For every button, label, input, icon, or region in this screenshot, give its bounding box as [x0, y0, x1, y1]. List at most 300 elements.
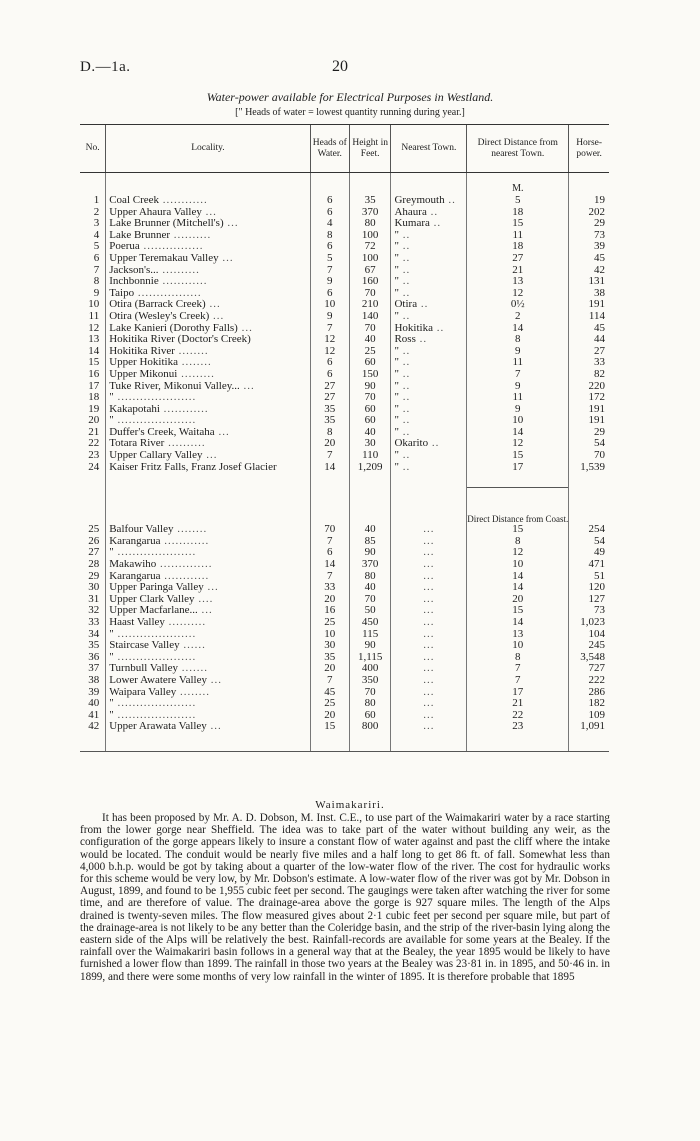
row-height: 80	[349, 698, 391, 710]
locality-text: "	[109, 698, 114, 710]
row-number: 18	[88, 392, 100, 404]
row-locality: Staircase Valley ......	[106, 640, 310, 652]
row-heads: 6	[310, 288, 349, 300]
row-distance: 14	[467, 427, 569, 439]
row-town: ...	[391, 524, 467, 536]
row-distance: 11	[467, 392, 569, 404]
row-heads: 27	[310, 392, 349, 404]
row-number: 7	[93, 264, 100, 276]
town-text: "	[394, 357, 399, 369]
row-locality: Taipo .................	[106, 288, 310, 300]
row-heads: 6	[310, 547, 349, 559]
town-text: "	[394, 264, 399, 276]
row-height: 25	[349, 346, 391, 358]
town-text: Ross	[394, 334, 416, 346]
table-row	[80, 547, 609, 559]
row-heads: 6	[310, 357, 349, 369]
table-row	[80, 536, 609, 548]
row-locality: " .....................	[106, 392, 310, 404]
row-locality: Makawiho ..............	[106, 559, 310, 571]
end-row	[80, 733, 609, 752]
row-number: 11	[88, 310, 100, 322]
row-heads: 7	[310, 571, 349, 583]
row-height: 60	[349, 710, 391, 722]
locality-text: Upper Ahaura Valley	[109, 206, 202, 218]
row-heads: 33	[310, 582, 349, 594]
row-heads: 7	[310, 450, 349, 462]
row-horse-power: 220	[569, 381, 609, 393]
row-height: 100	[349, 230, 391, 242]
row-distance: 14	[467, 571, 569, 583]
row-number: 30	[88, 582, 100, 594]
table-row	[80, 438, 609, 450]
row-height: 100	[349, 253, 391, 265]
row-distance: 0½	[467, 299, 569, 311]
row-number: 4	[93, 229, 100, 241]
row-height: 30	[349, 438, 391, 450]
row-distance: 18	[467, 241, 569, 253]
row-horse-power: 202	[569, 207, 609, 219]
locality-text: Inchbonnie	[109, 276, 159, 288]
row-heads: 25	[310, 617, 349, 629]
row-number: 28	[88, 559, 100, 571]
row-heads: 7	[310, 323, 349, 335]
row-horse-power: 3,548	[569, 652, 609, 664]
row-height: 90	[349, 640, 391, 652]
town-text: Okarito	[394, 438, 429, 450]
table-row	[80, 698, 609, 710]
table-row	[80, 652, 609, 664]
row-locality: Turnbull Valley .......	[106, 663, 310, 675]
row-locality: Otira (Wesley's Creek) ...	[106, 311, 310, 323]
table-row	[80, 334, 609, 346]
locality-text: Kaiser Fritz Falls, Franz Josef Glacier	[109, 461, 277, 473]
locality-text: Turnbull Valley	[109, 663, 178, 675]
row-horse-power: 70	[569, 450, 609, 462]
row-horse-power: 1,023	[569, 617, 609, 629]
row-locality: " .....................	[106, 415, 310, 427]
row-distance: 9	[467, 346, 569, 358]
table-row	[80, 207, 609, 219]
row-heads: 30	[310, 640, 349, 652]
row-town: Okarito ..	[391, 438, 467, 450]
row-locality: " .....................	[106, 710, 310, 722]
row-locality: Lake Brunner ..........	[106, 230, 310, 242]
row-heads: 7	[310, 536, 349, 548]
row-heads: 12	[310, 346, 349, 358]
row-town: Ross ..	[391, 334, 467, 346]
row-town: ...	[391, 594, 467, 606]
row-heads: 20	[310, 710, 349, 722]
row-horse-power: 44	[569, 334, 609, 346]
row-number: 5	[93, 241, 100, 253]
table-row	[80, 230, 609, 242]
row-distance: 21	[467, 265, 569, 277]
row-height: 60	[349, 357, 391, 369]
row-number: 13	[88, 334, 100, 346]
row-locality: Upper Teremakau Valley ...	[106, 253, 310, 265]
table-row	[80, 617, 609, 629]
row-locality: Upper Mikonui .........	[106, 369, 310, 381]
row-heads: 9	[310, 276, 349, 288]
row-town: " ..	[391, 462, 467, 474]
row-horse-power: 19	[569, 195, 609, 207]
row-height: 72	[349, 241, 391, 253]
row-town: ...	[391, 652, 467, 664]
row-height: 370	[349, 207, 391, 219]
row-horse-power: 182	[569, 698, 609, 710]
town-text: "	[394, 229, 399, 241]
row-distance: 15	[467, 524, 569, 536]
row-distance: 22	[467, 710, 569, 722]
col-header-no: No.	[80, 125, 106, 173]
locality-text: "	[109, 415, 114, 427]
table-row	[80, 710, 609, 722]
table-header-row	[80, 125, 609, 173]
row-number: 17	[88, 380, 100, 392]
locality-text: Tuke River, Mikonui Valley...	[109, 380, 240, 392]
row-distance: 15	[467, 450, 569, 462]
row-town: " ..	[391, 381, 467, 393]
row-locality: Lake Brunner (Mitchell's) ...	[106, 218, 310, 230]
water-power-table	[80, 124, 609, 752]
row-number: 24	[88, 461, 100, 473]
town-text: "	[394, 241, 399, 253]
table-row	[80, 357, 609, 369]
row-town: " ..	[391, 241, 467, 253]
locality-text: Staircase Valley	[109, 640, 180, 652]
table-row	[80, 195, 609, 207]
row-distance: 13	[467, 276, 569, 288]
town-text: Kumara	[394, 218, 430, 230]
row-number: 19	[88, 403, 100, 415]
row-horse-power: 45	[569, 253, 609, 265]
locality-text: Lower Awatere Valley	[109, 674, 207, 686]
row-distance: 27	[467, 253, 569, 265]
row-number: 9	[93, 287, 100, 299]
table-row	[80, 276, 609, 288]
row-horse-power: 29	[569, 218, 609, 230]
row-number: 27	[88, 547, 100, 559]
row-height: 210	[349, 299, 391, 311]
col-header-heads: Heads of Water.	[310, 125, 349, 173]
row-horse-power: 27	[569, 346, 609, 358]
table-row	[80, 663, 609, 675]
row-town: ...	[391, 663, 467, 675]
row-heads: 27	[310, 381, 349, 393]
row-heads: 6	[310, 207, 349, 219]
row-distance: 20	[467, 594, 569, 606]
row-horse-power: 54	[569, 438, 609, 450]
town-text: Ahaura	[394, 206, 427, 218]
row-number: 14	[88, 345, 100, 357]
row-number: 26	[88, 535, 100, 547]
locality-text: Upper Hokitika	[109, 357, 178, 369]
row-distance: 5	[467, 195, 569, 207]
row-heads: 20	[310, 594, 349, 606]
unit-miles-label: M.	[467, 173, 569, 196]
row-heads: 25	[310, 698, 349, 710]
row-town: Hokitika ..	[391, 323, 467, 335]
row-heads: 35	[310, 404, 349, 416]
table-row	[80, 721, 609, 733]
row-height: 150	[349, 369, 391, 381]
row-number: 35	[88, 640, 100, 652]
row-locality: Waipara Valley ........	[106, 687, 310, 699]
table-row	[80, 605, 609, 617]
row-town: ...	[391, 710, 467, 722]
locality-text: Poerua	[109, 241, 140, 253]
row-number: 38	[88, 674, 100, 686]
row-distance: 11	[467, 230, 569, 242]
row-distance: 17	[467, 687, 569, 699]
row-distance: 11	[467, 357, 569, 369]
row-number: 10	[88, 299, 100, 311]
locality-text: Upper Teremakau Valley	[109, 252, 219, 264]
row-distance: 10	[467, 559, 569, 571]
row-locality: Duffer's Creek, Waitaha ...	[106, 427, 310, 439]
row-locality: Haast Valley ..........	[106, 617, 310, 629]
row-distance: 8	[467, 334, 569, 346]
table-row	[80, 415, 609, 427]
row-town: " ..	[391, 253, 467, 265]
row-horse-power: 49	[569, 547, 609, 559]
row-height: 40	[349, 427, 391, 439]
locality-text: Makawiho	[109, 559, 157, 571]
locality-text: Kakapotahi	[109, 403, 160, 415]
table-title: Water-power available for Electrical Purposes in Westland.	[206, 90, 494, 104]
row-locality: Karangarua ............	[106, 571, 310, 583]
locality-text: Jackson's...	[109, 264, 159, 276]
row-number: 21	[88, 426, 100, 438]
row-locality: " .....................	[106, 652, 310, 664]
row-number: 8	[93, 276, 100, 288]
town-text: "	[394, 403, 399, 415]
row-height: 60	[349, 415, 391, 427]
row-town: " ..	[391, 369, 467, 381]
locality-text: Upper Callary Valley	[109, 450, 203, 462]
row-height: 450	[349, 617, 391, 629]
row-locality: " .....................	[106, 547, 310, 559]
row-distance: 8	[467, 652, 569, 664]
coast-distance-header: Direct Distance from Coast.	[467, 513, 569, 524]
row-heads: 9	[310, 311, 349, 323]
row-town: " ..	[391, 415, 467, 427]
table-row	[80, 392, 609, 404]
row-distance: 14	[467, 617, 569, 629]
row-horse-power: 191	[569, 415, 609, 427]
locality-text: Coal Creek	[109, 195, 160, 206]
row-number: 22	[88, 438, 100, 450]
row-heads: 7	[310, 265, 349, 277]
row-distance: 15	[467, 605, 569, 617]
locality-text: Upper Paringa Valley	[109, 582, 204, 594]
table-row	[80, 299, 609, 311]
row-number: 20	[88, 415, 100, 427]
row-distance: 13	[467, 629, 569, 641]
row-locality	[106, 334, 310, 346]
row-locality: Upper Arawata Valley ...	[106, 721, 310, 733]
table-row	[80, 640, 609, 652]
row-locality: " .....................	[106, 698, 310, 710]
row-number: 39	[88, 686, 100, 698]
row-distance: 18	[467, 207, 569, 219]
locality-text: Upper Clark Valley	[109, 593, 195, 605]
row-number: 3	[93, 218, 100, 230]
col-header-horse-power: Horse-power.	[569, 125, 609, 173]
row-height: 80	[349, 571, 391, 583]
row-town: " ..	[391, 404, 467, 416]
row-distance: 7	[467, 369, 569, 381]
locality-text: Balfour Valley	[109, 524, 174, 536]
row-height: 70	[349, 392, 391, 404]
row-town: " ..	[391, 427, 467, 439]
row-locality: Upper Macfarlane... ...	[106, 605, 310, 617]
row-number: 15	[88, 357, 100, 369]
row-town: " ..	[391, 230, 467, 242]
town-text: "	[394, 310, 399, 322]
town-text: "	[394, 461, 399, 473]
col-header-town: Nearest Town.	[391, 125, 467, 173]
row-number: 29	[88, 570, 100, 582]
row-distance: 12	[467, 547, 569, 559]
row-distance: 14	[467, 323, 569, 335]
row-town: ...	[391, 721, 467, 733]
locality-text: "	[109, 651, 114, 663]
locality-text: Lake Brunner (Mitchell's)	[109, 218, 224, 230]
row-locality: Balfour Valley ........	[106, 524, 310, 536]
table-row	[80, 450, 609, 462]
row-distance: 12	[467, 438, 569, 450]
row-number: 16	[88, 368, 100, 380]
locality-text: Hokitika River (Doctor's Creek)	[109, 334, 251, 346]
row-height: 67	[349, 265, 391, 277]
row-distance: 2	[467, 311, 569, 323]
row-town: ...	[391, 559, 467, 571]
town-text: "	[394, 287, 399, 299]
row-distance: 10	[467, 640, 569, 652]
row-height: 85	[349, 536, 391, 548]
table-row	[80, 629, 609, 641]
row-height: 60	[349, 404, 391, 416]
col-header-locality: Locality.	[106, 125, 310, 173]
row-locality: Lower Awatere Valley ...	[106, 675, 310, 687]
row-heads: 12	[310, 334, 349, 346]
row-height: 400	[349, 663, 391, 675]
row-heads: 5	[310, 253, 349, 265]
town-text: "	[394, 380, 399, 392]
table-row	[80, 462, 609, 474]
row-distance: 23	[467, 721, 569, 733]
row-locality: Inchbonnie ............	[106, 276, 310, 288]
row-heads: 8	[310, 427, 349, 439]
row-town: " ..	[391, 392, 467, 404]
row-number: 36	[88, 651, 100, 663]
row-horse-power: 38	[569, 288, 609, 300]
row-number: 40	[88, 698, 100, 710]
row-heads: 14	[310, 462, 349, 474]
row-horse-power: 245	[569, 640, 609, 652]
locality-text: Totara River	[109, 438, 165, 450]
row-town: " ..	[391, 450, 467, 462]
row-horse-power: 191	[569, 404, 609, 416]
row-height: 1,209	[349, 462, 391, 474]
row-town: Otira ..	[391, 299, 467, 311]
locality-text: Upper Mikonui	[109, 368, 178, 380]
row-horse-power: 33	[569, 357, 609, 369]
row-distance: 9	[467, 404, 569, 416]
row-distance: 12	[467, 288, 569, 300]
col-header-height: Height in Feet.	[349, 125, 391, 173]
row-heads: 10	[310, 299, 349, 311]
table-row	[80, 323, 609, 335]
row-horse-power: 172	[569, 392, 609, 404]
row-horse-power: 73	[569, 230, 609, 242]
row-height: 70	[349, 323, 391, 335]
row-locality: Coal Creek ............	[106, 195, 310, 207]
row-height: 1,115	[349, 652, 391, 664]
row-number: 32	[88, 605, 100, 617]
row-town: ...	[391, 605, 467, 617]
col-header-distance: Direct Distance from nearest Town.	[467, 125, 569, 173]
row-horse-power: 51	[569, 571, 609, 583]
locality-text: Duffer's Creek, Waitaha	[109, 426, 215, 438]
table-row	[80, 524, 609, 536]
row-locality: " .....................	[106, 629, 310, 641]
row-heads: 15	[310, 721, 349, 733]
row-town: " ..	[391, 357, 467, 369]
row-locality: Upper Paringa Valley ...	[106, 582, 310, 594]
row-height: 115	[349, 629, 391, 641]
row-number: 25	[88, 524, 100, 536]
row-locality	[106, 462, 310, 474]
row-horse-power: 109	[569, 710, 609, 722]
town-text: "	[394, 368, 399, 380]
row-locality: Lake Kanieri (Dorothy Falls) ...	[106, 323, 310, 335]
row-horse-power: 82	[569, 369, 609, 381]
row-heads: 70	[310, 524, 349, 536]
town-text: Hokitika	[394, 322, 433, 334]
locality-text: Waipara Valley	[109, 686, 177, 698]
table-row	[80, 687, 609, 699]
row-number: 23	[88, 450, 100, 462]
row-horse-power: 191	[569, 299, 609, 311]
row-heads: 16	[310, 605, 349, 617]
row-number: 6	[93, 252, 100, 264]
locality-text: "	[109, 709, 114, 721]
row-heads: 4	[310, 218, 349, 230]
town-text: "	[394, 450, 399, 462]
town-text: Greymouth	[394, 195, 445, 206]
row-distance: 15	[467, 218, 569, 230]
locality-text: Otira (Wesley's Creek)	[109, 310, 210, 322]
town-text: "	[394, 392, 399, 404]
row-number: 1	[93, 195, 100, 206]
table-row	[80, 559, 609, 571]
town-text: "	[394, 415, 399, 427]
row-town: Greymouth ..	[391, 195, 467, 207]
table-row	[80, 571, 609, 583]
row-height: 35	[349, 195, 391, 207]
table-row	[80, 288, 609, 300]
row-horse-power: 127	[569, 594, 609, 606]
row-heads: 45	[310, 687, 349, 699]
row-number: 37	[88, 663, 100, 675]
row-heads: 35	[310, 652, 349, 664]
row-heads: 20	[310, 438, 349, 450]
row-locality: Otira (Barrack Creek) ...	[106, 299, 310, 311]
row-locality: Karangarua ............	[106, 536, 310, 548]
